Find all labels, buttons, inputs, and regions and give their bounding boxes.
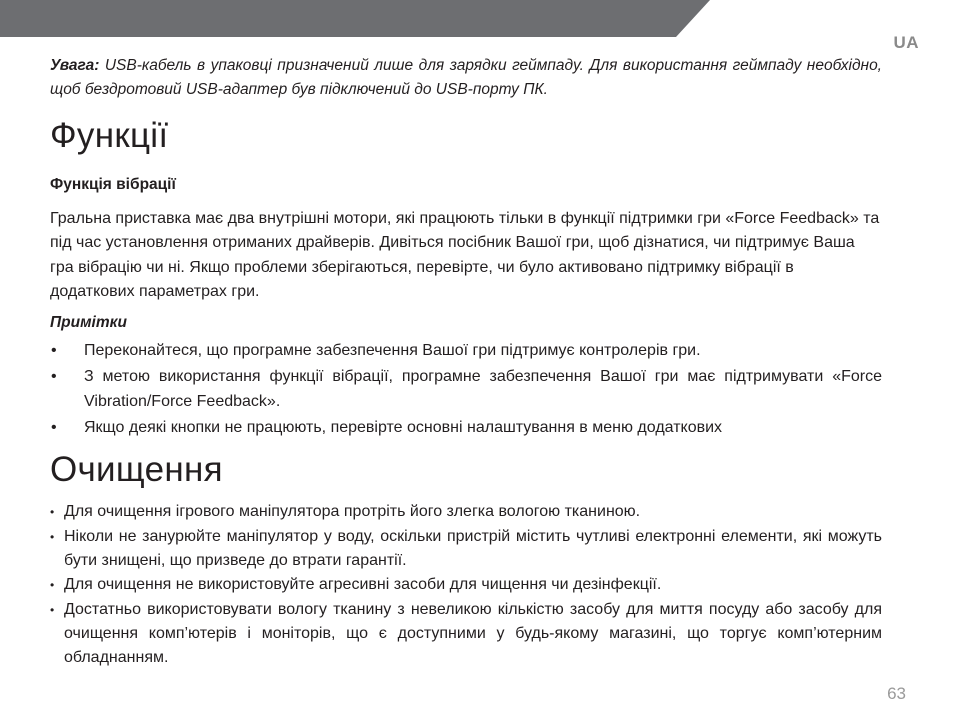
vibration-paragraph: Гральна приставка має два внутрішні мотори, які працюють тільки в функції підтримки гри «Force Feedback» та під час установлення отриманих драйверів. Дивіться посібник Вашої гри, щоб дізнатися, чи підтримує Ваша гра вібрацію чи ні. Якщо проблеми зберігаються, перевірте, чи було активовано підтримку вібрації в додаткових параметрах гри. <box>50 210 880 300</box>
note-item: • Якщо деякі кнопки не працюють, перевірте основні налаштування в меню додаткових <box>50 416 882 440</box>
cleaning-list <box>50 500 882 670</box>
page-content <box>50 54 882 670</box>
cleaning-item: • Ніколи не занурюйте маніпулятор у воду, оскільки пристрій містить чутливі електронні елементи, які можуть бути знищені, що призведе до втрати гарантії. <box>50 525 882 574</box>
cleaning-heading: Очищення <box>50 450 223 490</box>
note-label: Увага: <box>50 57 100 74</box>
header-bar <box>0 0 954 37</box>
cleaning-item: • Для очищення ігрового маніпулятора протріть його злегка вологою тканиною. <box>50 500 882 524</box>
notes-heading: Примітки <box>50 314 127 332</box>
note-item: • З метою використання функції вібрації, програмне забезпечення Вашої гри має підтримувати «Force Vibration/Force Feedback». <box>50 365 882 414</box>
functions-heading: Функції <box>50 116 169 155</box>
language-code: UA <box>893 33 919 52</box>
cleaning-item: • Для очищення не використовуйте агресивні засоби для чищення чи дезінфекції. <box>50 573 882 597</box>
note-item: • Переконайтеся, що програмне забезпечення Вашої гри підтримує контролерів гри. <box>50 339 882 363</box>
page-number: 63 <box>887 684 906 703</box>
cleaning-item: • Достатньо використовувати вологу тканину з невеликою кількістю засобу для миття посуду або засобу для очищення комп’ютерів і моніторів, що є доступними у будь-якому магазині, що торгує комп’ютерним обладнанням. <box>50 598 882 671</box>
vibration-heading: Функція вібрації <box>50 176 176 193</box>
notes-list <box>50 339 882 440</box>
usb-note <box>50 54 882 102</box>
note-text: USB-кабель в упаковці призначений лише для зарядки геймпаду. Для використання геймпаду необхідно, щоб бездротовий USB-адаптер був підключений до USB-порту ПК. <box>50 57 882 98</box>
